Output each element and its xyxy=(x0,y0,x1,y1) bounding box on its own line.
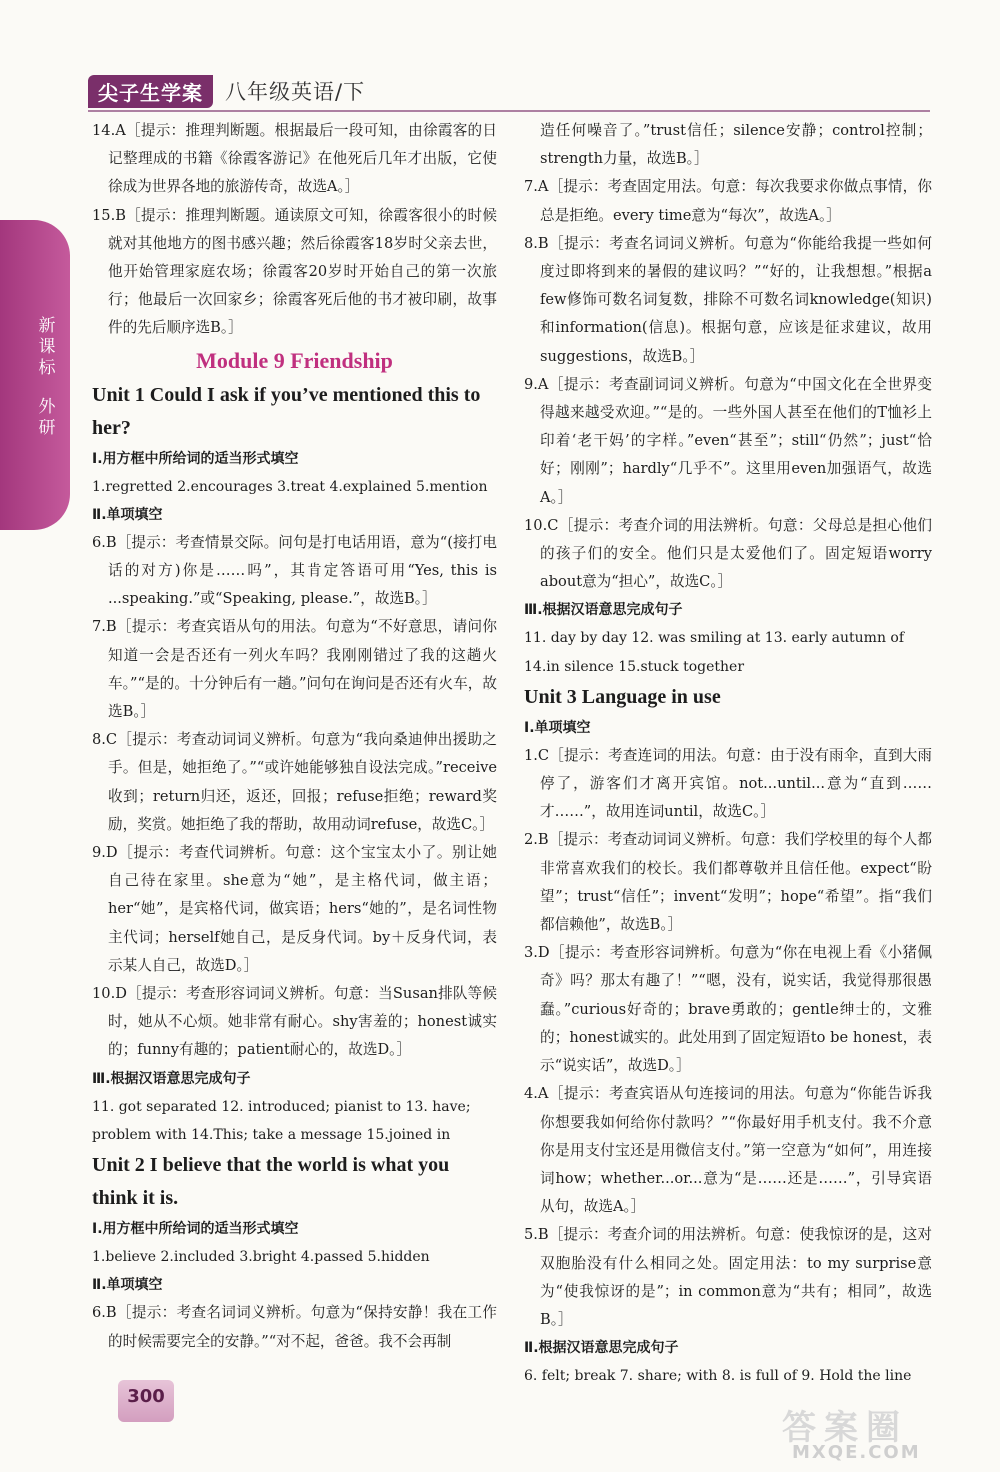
answer-item: 9.D［提示：考查代词辨析。句意：这个宝宝太小了。别让她自己待在家里。she意为“她”，是主格代词，做主语；her“她”，是宾格代词，做宾语；hers“她的”，是名词性物主代词；herself她自己，是反身代词。by＋反身代词，表示某人自己，故选D。］ xyxy=(92,844,497,974)
answer-item: 5.B［提示：考查介词的用法辨析。句意：使我惊讶的是，这对双胞胎没有什么相同之处。固定用法：to my surprise意为“使我惊讶的是”；in common意为“共有；相同”，故选B。］ xyxy=(524,1226,932,1328)
subject-label: 八年级英语/下 xyxy=(225,80,366,104)
module-title: Module 9 Friendship xyxy=(196,347,393,373)
answer-item: 8.B［提示：考查名词词义辨析。句意为“你能给我提一些如何度过即将到来的暑假的建议吗？”“好的，让我想想。”根据a few修饰可数名词复数，排除不可数名词knowledge(知识)和information(信息)。根据句意，应该是征求建议，故用suggestions，故选B。］ xyxy=(524,234,932,365)
side-char: 研 xyxy=(38,418,56,438)
section-heading: Ⅰ.用方框中所给词的适当形式填空 xyxy=(92,1221,299,1238)
answer-line: 11. got separated 12. introduced; pianist to 13. have; problem with 14.This; take a message 15.joined in xyxy=(92,1098,471,1143)
answer-item: 6.B［提示：考查名词词义辨析。句意为“保持安静！我在工作的时候需要完全的安静。”“对不起，爸爸。我不会再制 xyxy=(92,1304,497,1350)
answer-item: 10.C［提示：考查介词的用法辨析。句意：父母总是担心他们的孩子们的安全。他们只是太爱他们了。固定短语worry about意为“担心”，故选C。］ xyxy=(524,516,932,591)
right-column xyxy=(524,117,932,1390)
answer-item: 8.C［提示：考查动词词义辨析。句意为“我向桑迪伸出援助之手。但是，她拒绝了。”“或许她能够独自设法完成。”receive收到；return归还，返还，回报；refuse拒绝；reward奖励，奖赏。她拒绝了我的帮助，故用动词refuse，故选C。］ xyxy=(92,731,497,833)
watermark-text: 答案圈 xyxy=(782,1408,908,1448)
answer-continuation: 造任何噪音了。”trust信任；silence安静；control控制；strength力量，故选B。］ xyxy=(540,122,932,168)
section-heading: Ⅱ.单项填空 xyxy=(92,1277,163,1294)
side-tab-text xyxy=(36,316,58,439)
section-heading: Ⅲ.根据汉语意思完成句子 xyxy=(92,1070,251,1087)
unit-title: Unit 3 Language in use xyxy=(524,685,721,708)
brand-label: 尖子生学案 xyxy=(88,75,213,108)
page-header xyxy=(88,76,365,106)
side-char: 标 xyxy=(38,358,56,378)
answer-item: 15.B［提示：推理判断题。通读原文可知，徐霞客很小的时候就对其他地方的图书感兴趣；然后徐霞客18岁时父亲去世，他开始管理家庭农场；徐霞客20岁时开始自己的第一次旅行；他最后一次回家乡；徐霞客死后他的书才被印刷，故事件的先后顺序选B。］ xyxy=(92,206,497,337)
watermark xyxy=(782,1400,982,1466)
section-heading: Ⅲ.根据汉语意思完成句子 xyxy=(524,602,683,619)
side-char: 课 xyxy=(38,337,56,357)
header-divider xyxy=(88,110,930,112)
unit-title: Unit 2 I believe that the world is what you think it is. xyxy=(92,1154,450,1210)
side-tab xyxy=(0,220,70,530)
page-number: 300 xyxy=(127,1386,165,1407)
answer-item: 3.D［提示：考查形容词辨析。句意为“你在电视上看《小猪佩奇》吗？那太有趣了！”“嗯，没有，说实话，我觉得那很愚蠢。”curious好奇的；brave勇敢的；gentle绅士的，文雅的；honest诚实的。此处用到了固定短语to be honest，表示“说实话”，故选D。］ xyxy=(524,944,932,1075)
answer-item: 4.A［提示：考查宾语从句连接词的用法。句意为“你能告诉我你想要我如何给你付款吗？”“你最好用手机支付。我不介意你是用支付宝还是用微信支付。”第一空意为“如何”，用连接词how；whether...or...意为“是……还是……”，引导宾语从句，故选A。］ xyxy=(524,1085,932,1216)
section-heading: Ⅱ.单项填空 xyxy=(92,506,163,523)
unit-title: Unit 1 Could I ask if you’ve mentioned this to her? xyxy=(92,383,481,439)
answer-item: 14.A［提示：推理判断题。根据最后一段可知，由徐霞客的日记整理成的书籍《徐霞客游记》在他死后几年才出版，它使徐成为世界各地的旅游传奇，故选A。］ xyxy=(92,122,497,196)
answer-item: 7.A［提示：考查固定用法。句意：每次我要求你做点事情，你总是拒绝。every time意为“每次”，故选A。］ xyxy=(524,178,932,224)
side-char: 外 xyxy=(38,397,56,417)
left-column xyxy=(92,117,497,1356)
answer-line: 1.regretted 2.encourages 3.treat 4.explained 5.mention xyxy=(92,478,488,495)
page-number-badge xyxy=(118,1380,174,1422)
answer-item: 2.B［提示：考查动词词义辨析。句意：我们学校里的每个人都非常喜欢我们的校长。我们都尊敬并且信任他。expect“盼望”；trust“信任”；invent“发明”；hope“希望”。指“我们都信赖他”，故选B。］ xyxy=(524,831,932,934)
section-heading: Ⅰ.单项填空 xyxy=(524,719,591,736)
answer-item: 1.C［提示：考查连词的用法。句意：由于没有雨伞，直到大雨停了，游客们才离开宾馆。not...until...意为“直到……才……”，故用连词until，故选C。］ xyxy=(524,746,932,821)
answer-line: 1.believe 2.included 3.bright 4.passed 5.hidden xyxy=(92,1249,430,1266)
section-heading: Ⅱ.根据汉语意思完成句子 xyxy=(524,1340,679,1357)
answer-item: 7.B［提示：考查宾语从句的用法。句意为“不好意思，请问你知道一会是否还有一列火车吗？我刚刚错过了我的这趟火车。”“是的。十分钟后有一趟。”问句在询问是否还有火车，故选B。］ xyxy=(92,618,497,721)
answer-line: 11. day by day 12. was smiling at 13. early autumn of 14.in silence 15.stuck together xyxy=(524,630,905,675)
section-heading: Ⅰ.用方框中所给词的适当形式填空 xyxy=(92,450,299,467)
side-char: 新 xyxy=(38,316,56,336)
answer-item: 10.D［提示：考查形容词词义辨析。句意：当Susan排队等候时，她从不心烦。她非常有耐心。shy害羞的；honest诚实的；funny有趣的；patient耐心的，故选D。］ xyxy=(92,985,497,1059)
watermark-url: MXQE.COM xyxy=(792,1442,921,1463)
answer-item: 9.A［提示：考查副词词义辨析。句意为“中国文化在全世界变得越来越受欢迎。”“是的。一些外国人甚至在他们的T恤衫上印着‘老干妈’的字样。”even“甚至”；still“仍然”；just“恰好；刚刚”；hardly“几乎不”。这里用even加强语气，故选A。］ xyxy=(524,375,932,506)
answer-item: 6.B［提示：考查情景交际。问句是打电话用语，意为“(接打电话的对方)你是……吗”，其肯定答语可用“Yes, this is ...speaking.”或“Speaking, please.”，故选B。］ xyxy=(92,533,497,608)
answer-line: 6. felt; break 7. share; with 8. is full of 9. Hold the line xyxy=(524,1368,912,1385)
